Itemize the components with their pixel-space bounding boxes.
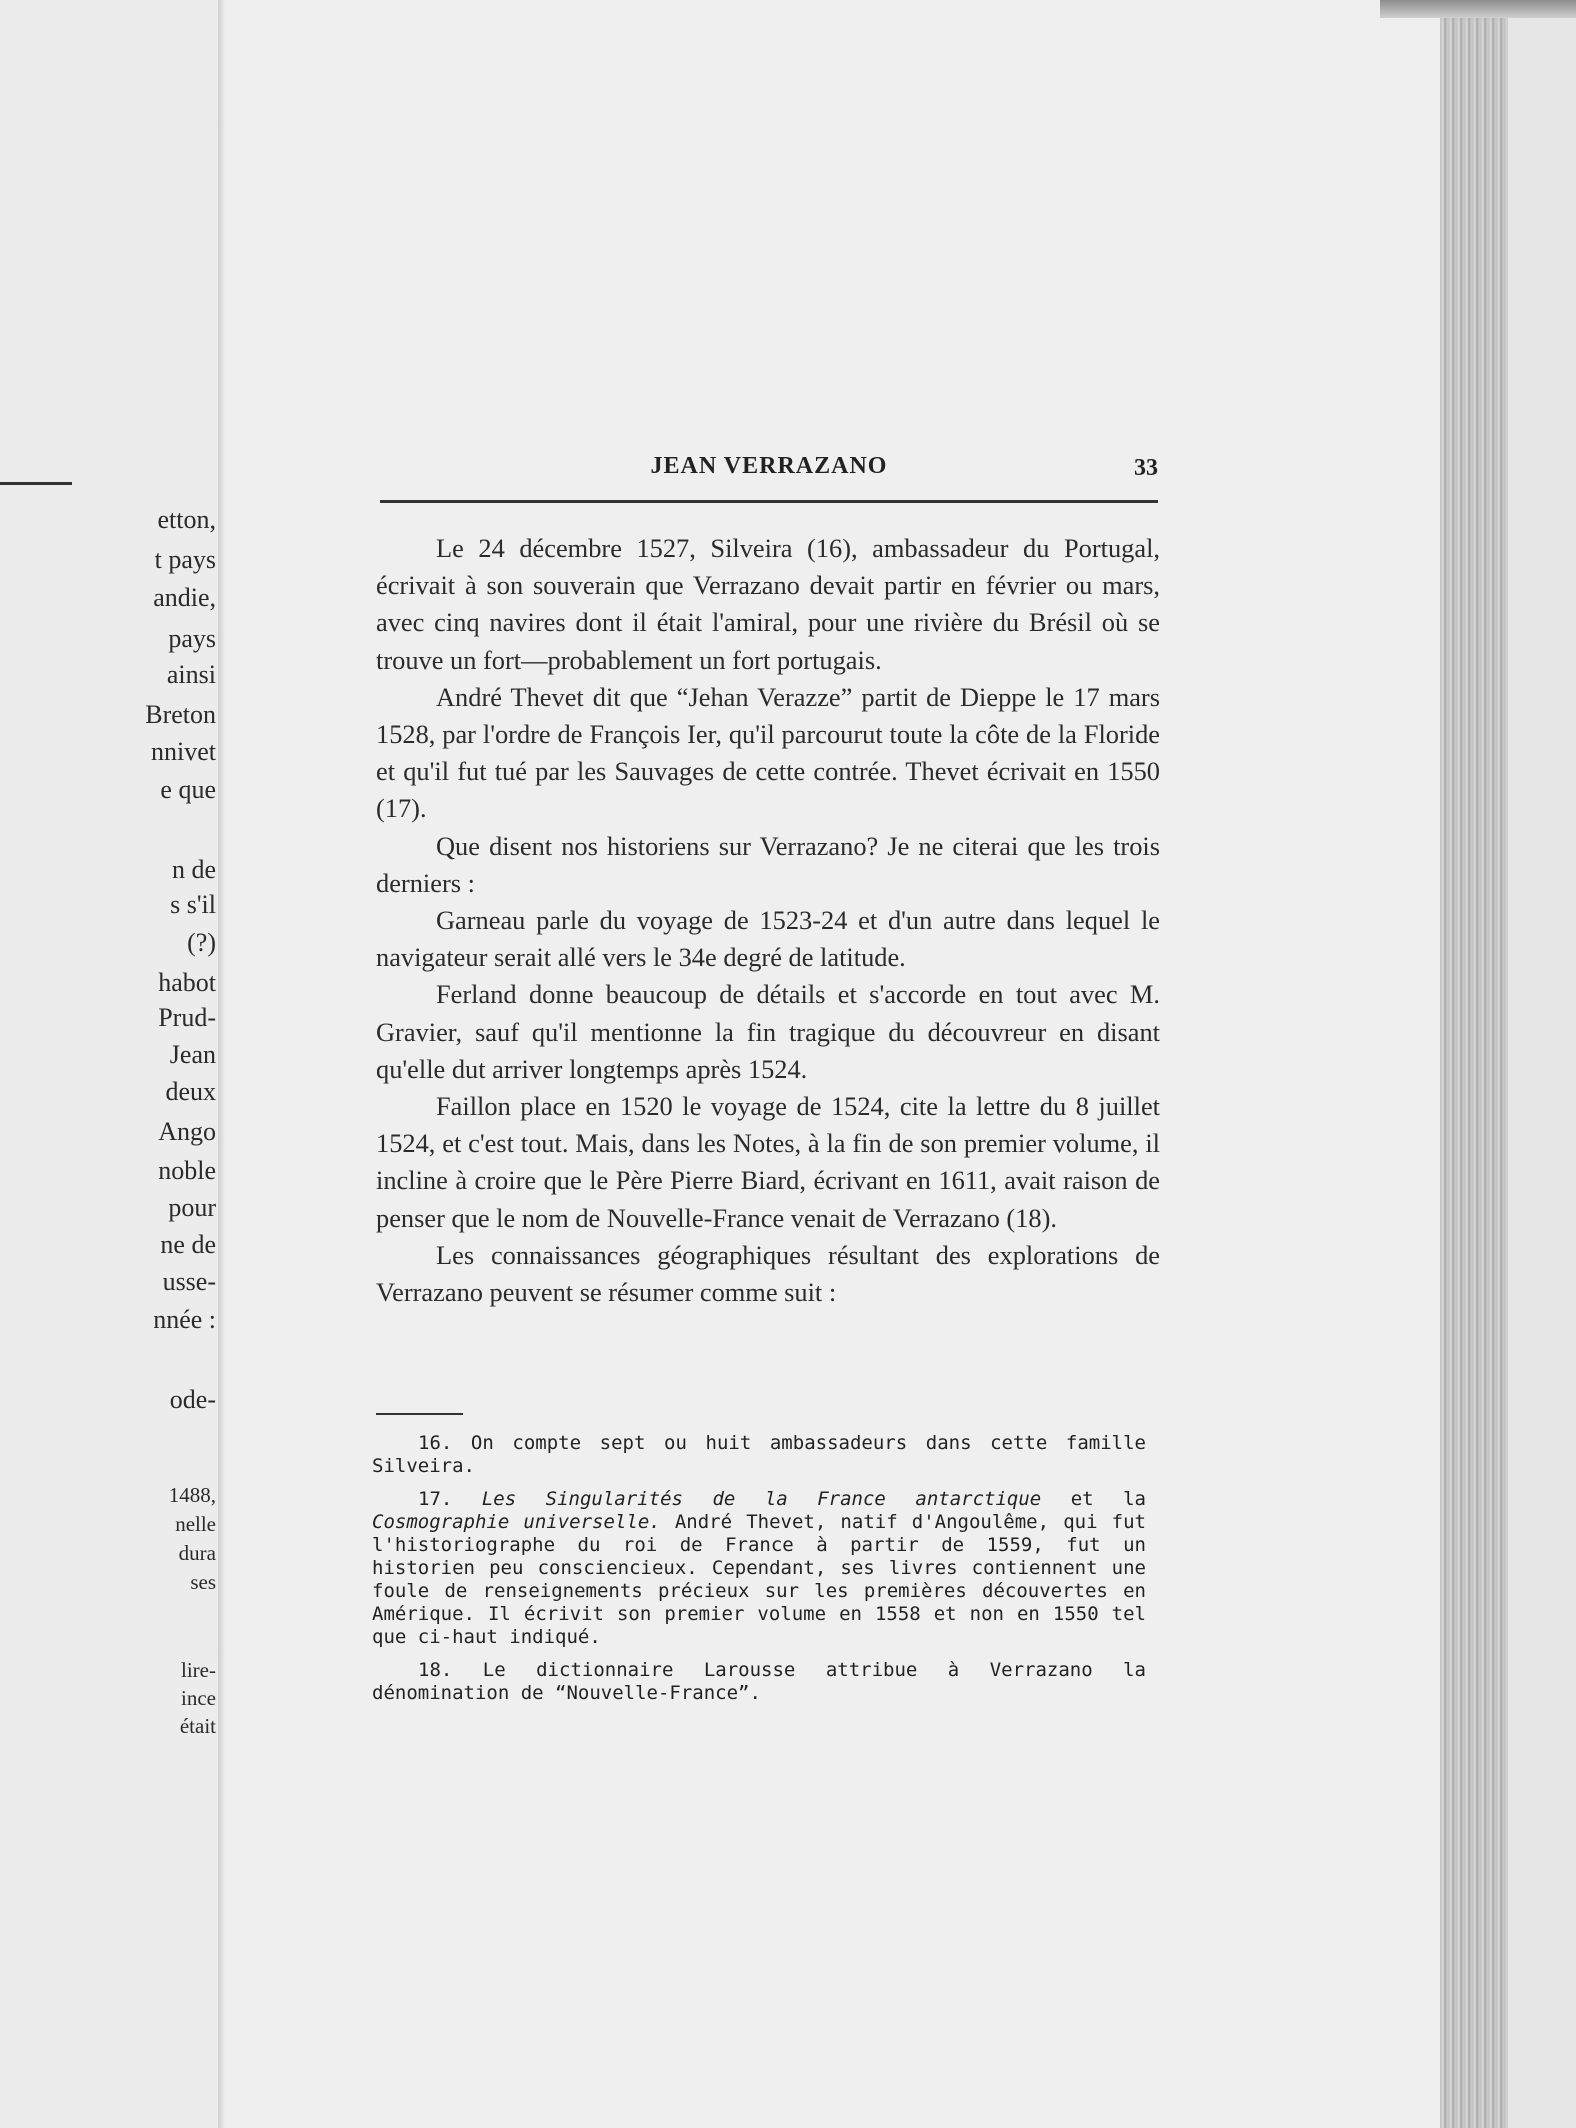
previous-page-fragment: Prud- bbox=[158, 1003, 216, 1032]
previous-page-fragment: lire- bbox=[181, 1658, 216, 1682]
page-header bbox=[380, 453, 1158, 493]
book-title: Cosmographie universelle. bbox=[372, 1511, 661, 1533]
previous-page-fragment: Jean bbox=[169, 1040, 216, 1069]
previous-page-fragment: ne de bbox=[160, 1230, 216, 1259]
previous-page-fragment: pour bbox=[168, 1193, 216, 1222]
previous-page-fragment: s s'il bbox=[170, 890, 216, 919]
previous-page-edge bbox=[0, 0, 224, 2128]
previous-page-fragment: ainsi bbox=[166, 660, 216, 689]
previous-page-fragment: ince bbox=[181, 1686, 216, 1710]
footnote-number: 17. bbox=[418, 1488, 482, 1510]
book-title: Les Singularités de la France antarctique bbox=[481, 1488, 1042, 1510]
header-rule bbox=[380, 500, 1158, 503]
previous-page-fragment: deux bbox=[165, 1077, 216, 1106]
previous-page-fragment: nelle bbox=[175, 1512, 216, 1536]
paragraph: Garneau parle du voyage de 1523-24 et d'un autre dans lequel le navigateur serait allé vers le 34e degré de latitude. bbox=[376, 905, 1160, 973]
footnote-rule bbox=[376, 1413, 463, 1415]
previous-page-rule bbox=[0, 482, 72, 485]
previous-page-fragment: habot bbox=[158, 968, 216, 997]
paragraph: Le 24 décembre 1527, Silveira (16), ambassadeur du Portugal, écrivait à son souverain que Verrazano devait partir en février ou mars, avec cinq navires dont il était l'amiral, pour une rivière du Brésil où se trouve un fort—probablement un fort portugais. bbox=[376, 533, 1160, 675]
previous-page-fragment: (?) bbox=[187, 928, 216, 957]
previous-page-fragment: dura bbox=[178, 1541, 216, 1565]
page-number: 33 bbox=[1134, 455, 1158, 481]
paragraph: Faillon place en 1520 le voyage de 1524, cite la lettre du 8 juillet 1524, et c'est tout. Mais, dans les Notes, à la fin de son premier volume, il incline à croire que le Père Pierre Biard, écrivant en 1611, avait raison de penser que le nom de Nouvelle-France venait de Verrazano (18). bbox=[376, 1091, 1160, 1233]
footnote-18: 18. Le dictionnaire Larousse attribue à Verrazano la dénomination de “Nouvelle-France”. bbox=[372, 1659, 1146, 1704]
book-gutter bbox=[218, 0, 226, 2128]
previous-page-fragment: usse- bbox=[162, 1267, 216, 1296]
previous-page-fragment: noble bbox=[158, 1156, 216, 1185]
paragraph: André Thevet dit que “Jehan Verazze” partit de Dieppe le 17 mars 1528, par l'ordre de François Ier, qu'il parcourut toute la côte de la Floride et qu'il fut tué par les Sauvages de cette contrée. Thevet écrivait en 1550 (17). bbox=[376, 681, 1160, 824]
previous-page-fragment: andie, bbox=[153, 583, 216, 612]
previous-page-fragment: nnée : bbox=[153, 1305, 216, 1334]
page-stack-edge bbox=[1440, 0, 1508, 2128]
previous-page-fragment: Breton bbox=[145, 700, 216, 729]
body-text bbox=[376, 530, 1160, 1311]
previous-page-fragment: nnivet bbox=[151, 737, 216, 766]
paragraph: Ferland donne beaucoup de détails et s'accorde en tout avec M. Gravier, sauf qu'il mentionne la fin tragique du découvreur en disant qu'elle dut arriver longtemps après 1524. bbox=[376, 979, 1160, 1084]
previous-page-fragment: etton, bbox=[157, 505, 216, 534]
footnotes bbox=[372, 1432, 1146, 1715]
footnote-16: 16. On compte sept ou huit ambassadeurs dans cette famille Silveira. bbox=[372, 1432, 1146, 1477]
paragraph: Les connaissances géographiques résultant des explorations de Verrazano peuvent se résumer comme suit : bbox=[376, 1239, 1160, 1308]
previous-page-fragment: Ango bbox=[158, 1117, 216, 1146]
footnote-text: André Thevet, natif d'Angoulême, qui fut l'historiographe du roi de France à partir de 1559, fut un historien peu consciencieux. Cependant, ses livres contiennent une foule de renseignements précieux sur les premières découvertes en Amérique. Il écrivit son premier volume en 1558 et non en 1550 tel que ci-haut indiqué. bbox=[372, 1511, 1146, 1648]
previous-page-fragment: était bbox=[179, 1714, 216, 1738]
paragraph: Que disent nos historiens sur Verrazano? Je ne citerai que les trois derniers : bbox=[376, 830, 1160, 898]
running-title: JEAN VERRAZANO bbox=[650, 453, 888, 479]
previous-page-fragment: ode- bbox=[169, 1385, 216, 1414]
previous-page-fragment: t pays bbox=[154, 545, 216, 574]
previous-page-fragment: pays bbox=[168, 624, 216, 653]
previous-page-fragment: 1488, bbox=[168, 1483, 216, 1507]
page-stack-top bbox=[1380, 0, 1576, 18]
previous-page-fragment: n de bbox=[171, 855, 216, 884]
footnote-text: et la bbox=[1041, 1488, 1147, 1510]
footnote-17 bbox=[372, 1488, 1146, 1649]
previous-page-fragment: e que bbox=[160, 775, 216, 804]
previous-page-fragment: ses bbox=[190, 1570, 216, 1594]
